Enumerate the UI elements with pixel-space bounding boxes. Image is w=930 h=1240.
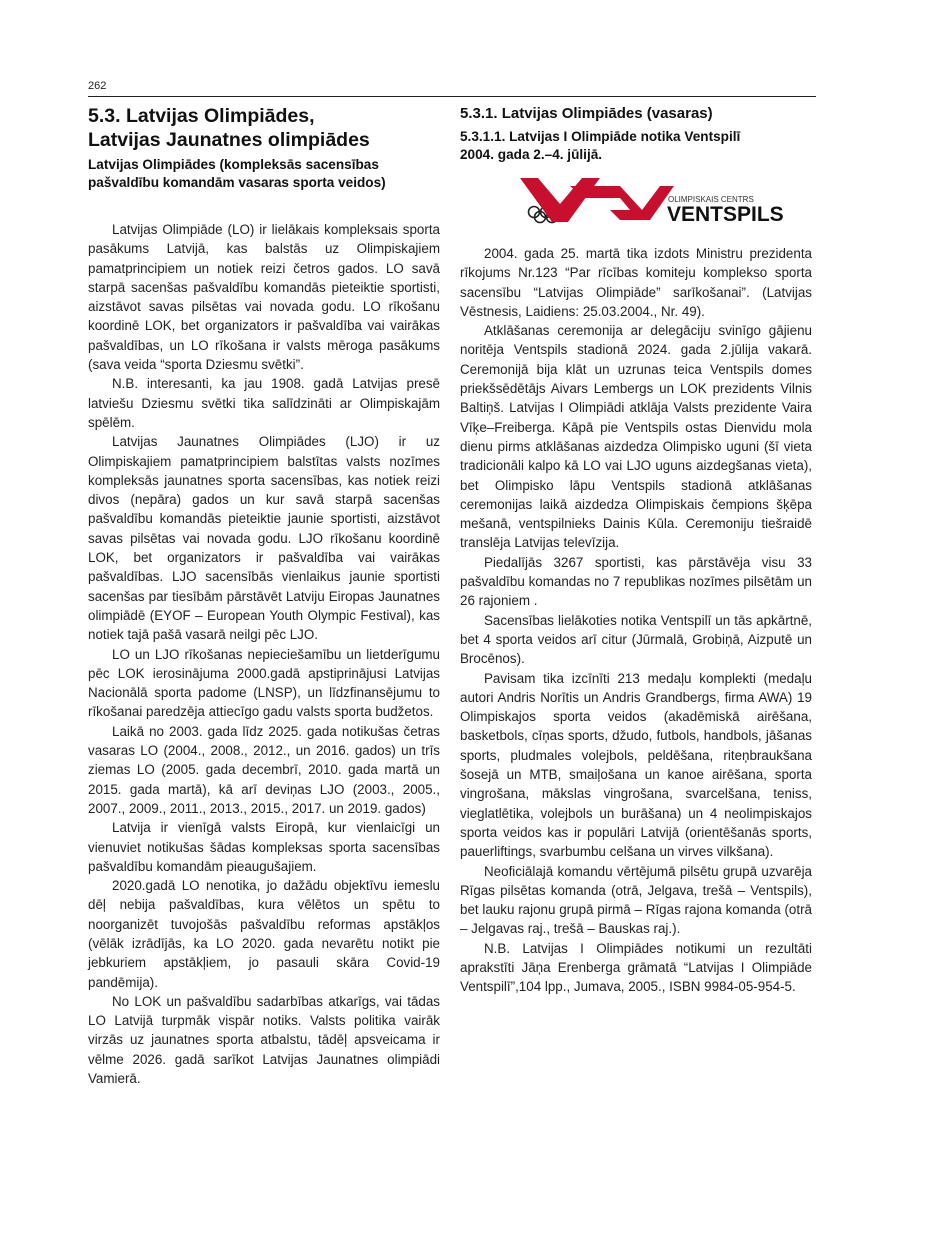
section-subheading <box>88 156 440 192</box>
page-number: 262 <box>88 80 107 92</box>
paragraph: Latvija ir vienīgā valsts Eiropā, kur vienlaicīgi un vienuviet notikušas šādas kompleksas sporta sacensības pašvaldību komandām pieaugušajiem. <box>88 820 440 874</box>
paragraph: Latvijas Olimpiāde (LO) ir lielākais kompleksais sporta pasākums Latvijā, kas balstās uz Olimpiskajiem pamatprincipiem un notiek reizi četros gados. LO savā starpā sacenšas pašvaldību komandās pieteiktie sportisti, aizstāvot savas pilsētas vai novada godu. LO rīkošanu koordinē LOK, bet organizators ir pašvaldība vai vairākas pašvaldības, un LO rīkošana ir valsts mēroga pasākums (sava veida “sporta Dziesmu svētki”. <box>88 222 440 373</box>
subsection-heading: 5.3.1. Latvijas Olimpiādes (vasaras) <box>460 105 713 122</box>
section-subheading-line-1: Latvijas Olimpiādes (kompleksās sacensības <box>88 157 379 172</box>
paragraph: Sacensības lielākoties notika Ventspilī un tās apkārtnē, bet 4 sporta veidos arī citur (Jūrmalā, Grobiņā, Aizputē un Brocēnos). <box>460 612 812 667</box>
section-heading <box>88 104 440 152</box>
paragraph: Neoficiālajā komandu vērtējumā pilsētu grupā uzvarēja Rīgas pilsētas komanda (otrā, Jelgava, trešā – Ventspils), bet lauku rajonu grupā pirmā – Rīgas rajona komanda (otrā – Jelgavas raj., trešā – Bauskas raj.). <box>460 863 812 937</box>
ventspils-olympic-centre-logo <box>460 170 812 236</box>
subsubsection-heading-line-1: 5.3.1.1. Latvijas I Olimpiāde notika Ventspilī <box>460 129 741 144</box>
paragraph: Laikā no 2003. gada līdz 2025. gada notikušas četras vasaras LO (2004., 2008., 2012., un 2016. gados) un trīs ziemas LO (2005. gada decembrī, 2010. gada martā un 2015. gada martā), kā arī deviņas LJO (2003., 2005., 2007., 2009., 2011., 2013., 2015., 2017. un 2019. gados) <box>88 723 440 816</box>
lok-emblem-icon <box>520 178 674 222</box>
right-body <box>460 244 812 997</box>
paragraph: 2020.gadā LO nenotika, jo dažādu objektīvu iemeslu dēļ nebija pašvaldības, kura vēlētos un spētu to noorganizēt tuvojošās pašvaldību reformas apstākļos (vēlāk izrādījās, ka LO 2020. gada nevarētu notikt pie jebkuriem apstākļiem, jo pasauli skāra Covid-19 pandēmija). <box>88 878 440 990</box>
paragraph: Atklāšanas ceremonija ar delegāciju svinīgo gājienu noritēja Ventspils stadionā 2024. gada 2.jūlija vakarā. Ceremonijā bija klāt un uzrunas teica Ventspils domes priekšsēdētājs Aivars Lembergs un LOK prezidents Vilnis Baltiņš. Latvijas I Olimpiādi atklāja Valsts prezidente Vaira Vīķe–Freiberga. Kāpā pie Ventspils ostas Dienvidu mola dienu pirms atklāšanas aizdedza Olimpisko uguni (šī vieta tradicionāli kalpo kā LO vai LJO uguns aizdegšanas vieta), bet Olimpisko lāpu Ventspils stadionā atklāšanas ceremonijas laikā aizdedza Olimpiskais čempions šķēpa mešanā, ventspilnieks Dainis Kūla. Ceremoniju tiešraidē translēja Latvijas televīzija. <box>460 323 812 551</box>
paragraph: 2004. gada 25. martā tika izdots Ministru prezidenta rīkojums Nr.123 “Par rīcības komiteju komplekso sporta sacensību “Latvijas Olimpiāde” sarīkošanai”. (Latvijas Vēstnesis, Laidiens: 25.03.2004., Nr. 49). <box>460 246 812 319</box>
paragraph: N.B. interesanti, ka jau 1908. gadā Latvijas presē latviešu Dziesmu svētki tika salīdzināti ar Olimpiskajām spēlēm. <box>88 376 440 430</box>
right-column <box>460 104 812 997</box>
paragraph: Pavisam tika izcīnīti 213 medaļu komplekti (medaļu autori Andris Norītis un Andris Grandbergs, firma AWA) 19 Olimpiskajos sporta veidos (akadēmiskā airēšana, basketbols, cīņas sports, džudo, futbols, handbols, jāšanas sports, pludmales volejbols, peldēšana, riteņbraukšana šosejā un MTB, smaiļošana un kanoe airēšana, sporta vingrošana, mākslas vingrošana, svarcelšana, teniss, vieglatlētika, volejbols un burāšana) un 4 neolimpiskajos sporta veidos kas ir populāri Latvijā (orientēšanās sports, pauerliftings, svarbumbu celšana un virves vilkšana). <box>460 670 812 860</box>
section-heading-line-2: Latvijas Jaunatnes olimpiādes <box>88 129 370 151</box>
paragraph: Latvijas Jaunatnes Olimpiādes (LJO) ir uz Olimpiskajiem pamatprincipiem balstītas valsts nozīmes kompleksās jaunatnes sporta sacensības, kas notiek reizi divos (nepāra) gados un kur savā starpā sacenšas pašvaldību komandās pieteiktie jaunie sportisti, aizstāvot savas pilsētas vai novada godu. LJO rīkošanu koordinē LOK, bet organizators ir pašvaldība vai vairākas pašvaldības. LJO sacensībās vienlaikus jaunie sportisti sacenšas par tiesībām pārstāvēt Latviju Eiropas Jaunatnes olimpiādē (EYOF – European Youth Olympic Festival), kas notiek tajā pašā vasarā neilgi pēc LJO. <box>88 434 440 643</box>
paragraph: LO un LJO rīkošanas nepieciešamību un lietderīgumu pēc LOK ierosinājuma 2000.gadā apstiprinājusi Latvijas Nacionālā sporta padome (LNSP), un līdzfinansējumu to rīkošanai paredzēja attiecīgo gadu valsts sporta budžetos. <box>88 646 440 720</box>
header-rule <box>88 96 816 97</box>
paragraph: Piedalījās 3267 sportisti, kas pārstāvēja visu 33 pašvaldību komandas no 7 republikas nozīmes pilsētām un 26 rajoniem . <box>460 554 812 609</box>
left-body <box>88 220 440 1088</box>
left-column <box>88 104 440 1088</box>
logo-small-text: OLIMPISKAIS CENTRS <box>668 195 754 204</box>
section-heading-line-1: 5.3. Latvijas Olimpiādes, <box>88 105 315 127</box>
logo-big-text: VENTSPILS <box>667 203 784 226</box>
subsubsection-heading-line-2: 2004. gada 2.–4. jūlijā. <box>460 147 603 162</box>
paragraph: N.B. Latvijas I Olimpiādes notikumi un rezultāti aprakstīti Jāņa Erenberga grāmatā “Latvijas I Olimpiāde Ventspilī”,104 lpp., Jumava, 2005., ISBN 9984-05-954-5. <box>460 940 812 995</box>
section-subheading-line-2: pašvaldību komandām vasaras sporta veidos) <box>88 175 386 190</box>
paragraph: No LOK un pašvaldību sadarbības atkarīgs, vai tādas LO Latvijā turpmāk vispār notiks. Valsts politika vairāk virzās uz jaunatnes sporta atbalstu, tādēļ apsveicama ir vēlme 2026. gadā sarīkot Latvijas Jaunatnes olimpiādi Vamierā. <box>88 993 440 1087</box>
subsubsection-heading <box>460 128 812 164</box>
